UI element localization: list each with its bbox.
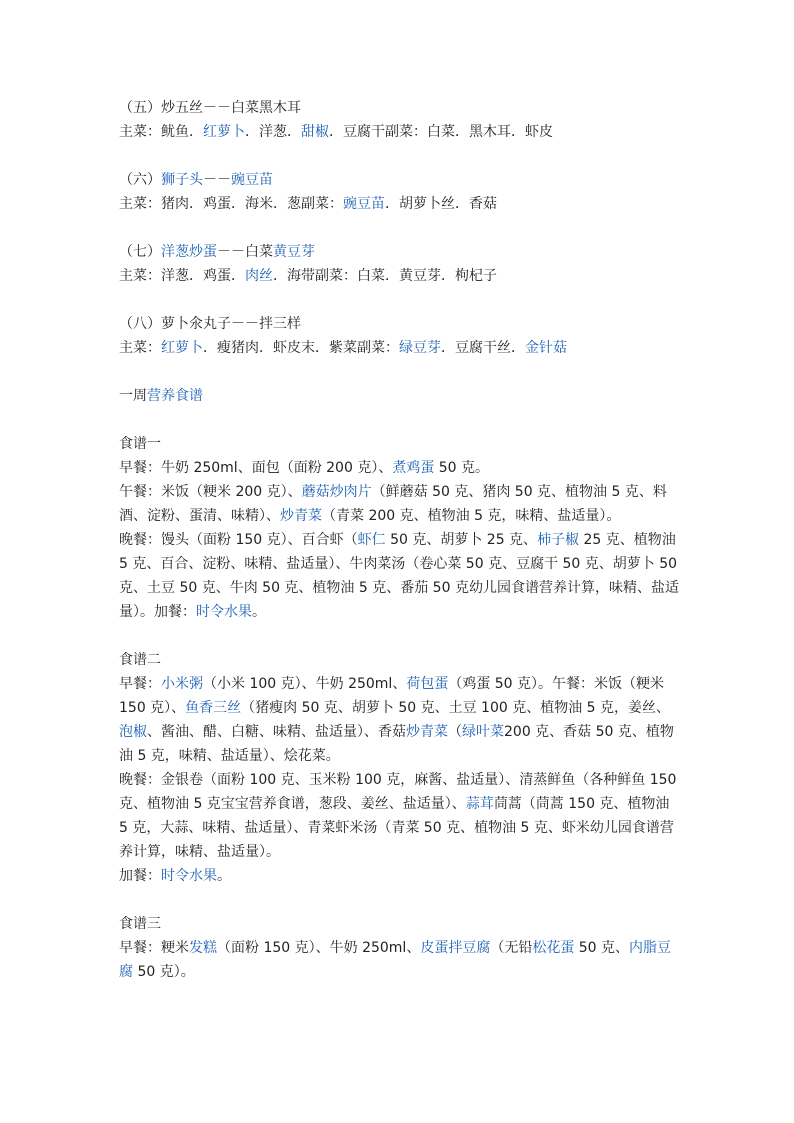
paragraph-line (119, 936, 679, 984)
paragraph (119, 168, 679, 216)
text-run: 主菜：鱿鱼． (119, 124, 203, 140)
text-run: （鲜蘑菇 50 克、猪肉 50 克、植物油 5 克、料酒、淀粉、蛋清、味精）、 (119, 484, 667, 524)
paragraph-heading (119, 432, 679, 456)
text-run: －－白菜 (217, 244, 273, 260)
keyword-link[interactable]: 时令水果 (196, 604, 252, 620)
keyword-link[interactable]: 豌豆苗 (343, 196, 385, 212)
text-run: －－ (203, 172, 231, 188)
paragraph-line (119, 672, 679, 768)
text-run: 早餐： (119, 676, 161, 692)
paragraph-line (119, 528, 679, 624)
paragraph-line (119, 264, 679, 288)
text-run: 50 克、胡萝卜 25 克、 (385, 532, 538, 548)
keyword-link[interactable]: 发糕 (189, 940, 217, 956)
text-run: （青菜 200 克、植物油 5 克，味精、盐适量）。 (322, 508, 621, 524)
text-run: 50 克、 (574, 940, 630, 956)
keyword-link[interactable]: 皮蛋拌豆腐 (420, 940, 491, 956)
text-run: 。 (217, 868, 231, 884)
text-run: （鸡蛋 50 克）。午餐：米饭（粳米 150 克）、 (119, 676, 665, 716)
text-run: 25 克、植物油 5 克、百合、淀粉、味精、盐适量）、牛肉菜汤（卷心菜 50 克、豆腐干 50 克、胡萝卜 50 克、土豆 50 克、牛肉 50 克、植物油 5 克、番茄 50 克幼儿园食谱营养计算，味精、盐适量）。加餐： (119, 532, 679, 620)
keyword-link[interactable]: 柿子椒 (537, 532, 580, 548)
keyword-link[interactable]: 泡椒 (119, 724, 147, 740)
paragraph-line (119, 120, 679, 144)
text-run: 主菜：猪肉．鸡蛋．海米．葱副菜： (119, 196, 343, 212)
paragraph (119, 384, 679, 408)
text-run: 晚餐：金银卷（面粉 100 克、玉米粉 100 克，麻酱、盐适量）、清蒸鲜鱼（各种鲜鱼 150 克、植物油 5 克宝宝营养食谱，葱段、姜丝、盐适量）、 (119, 772, 677, 812)
keyword-link[interactable]: 松花蛋 (532, 940, 575, 956)
text-run: 200 克、香菇 50 克、植物油 5 克，味精、盐适量）、烩花菜。 (119, 724, 674, 764)
text-run: （猪瘦肉 50 克、胡萝卜 50 克、土豆 100 克、植物油 5 克，姜丝、 (241, 700, 671, 716)
text-run: ．海带副菜：白菜．黄豆芽．枸杞子 (273, 268, 497, 284)
text-run: （五）炒五丝－－白菜黑木耳 (119, 100, 301, 116)
paragraph-line (119, 480, 679, 528)
text-run: 食谱三 (119, 916, 161, 932)
keyword-link[interactable]: 炒青菜 (406, 724, 448, 740)
text-run: 一周 (119, 388, 147, 404)
text-run: 50 克）。 (133, 964, 195, 980)
keyword-link[interactable]: 洋葱炒蛋 (161, 244, 217, 260)
document-body (119, 96, 679, 1008)
keyword-link[interactable]: 小米粥 (161, 676, 203, 692)
paragraph-heading (119, 384, 679, 408)
paragraph-line (119, 192, 679, 216)
paragraph-heading (119, 96, 679, 120)
keyword-link[interactable]: 黄豆芽 (273, 244, 315, 260)
text-run: 晚餐：馒头（面粉 150 克）、百合虾（ (119, 532, 358, 548)
keyword-link[interactable]: 荷包蛋 (406, 676, 449, 692)
keyword-link[interactable]: 蒜茸 (465, 796, 494, 812)
keyword-link[interactable]: 红萝卜 (203, 124, 245, 140)
text-run: ．胡萝卜丝．香菇 (385, 196, 497, 212)
paragraph (119, 240, 679, 288)
keyword-link[interactable]: 鱼香三丝 (185, 700, 242, 716)
keyword-link[interactable]: 绿豆芽 (399, 340, 441, 356)
paragraph (119, 648, 679, 888)
text-run: ．豆腐干副菜：白菜．黑木耳．虾皮 (329, 124, 553, 140)
keyword-link[interactable]: 肉丝 (245, 268, 273, 284)
keyword-link[interactable]: 内脂豆腐 (119, 940, 672, 980)
paragraph-line (119, 336, 679, 360)
text-run: ．瘦猪肉．虾皮末．紫菜副菜： (203, 340, 399, 356)
paragraph (119, 312, 679, 360)
paragraph-heading (119, 912, 679, 936)
paragraph-line (119, 864, 679, 888)
paragraph (119, 432, 679, 624)
paragraph-line (119, 768, 679, 864)
keyword-link[interactable]: 红萝卜 (161, 340, 203, 356)
text-run: 、酱油、醋、白糖、味精、盐适量）、香菇 (147, 724, 406, 740)
keyword-link[interactable]: 蘑菇炒肉片 (301, 484, 372, 500)
text-run: （面粉 150 克）、牛奶 250ml、 (217, 940, 421, 956)
paragraph-heading (119, 240, 679, 264)
keyword-link[interactable]: 炒青菜 (280, 508, 322, 524)
keyword-link[interactable]: 豌豆苗 (231, 172, 273, 188)
text-run: ．豆腐干丝． (441, 340, 525, 356)
keyword-link[interactable]: 狮子头 (161, 172, 203, 188)
keyword-link[interactable]: 时令水果 (161, 868, 217, 884)
text-run: （无铅 (490, 940, 533, 956)
text-run: ．洋葱． (245, 124, 301, 140)
keyword-link[interactable]: 绿叶菜 (462, 724, 504, 740)
text-run: 加餐： (119, 868, 161, 884)
keyword-link[interactable]: 营养食谱 (147, 388, 203, 404)
text-run: 食谱二 (119, 652, 161, 668)
text-run: 。 (252, 604, 266, 620)
text-run: 50 克。 (434, 460, 490, 476)
paragraph (119, 96, 679, 144)
text-run: 午餐：米饭（粳米 200 克）、 (119, 484, 302, 500)
text-run: 食谱一 (119, 436, 161, 452)
keyword-link[interactable]: 虾仁 (357, 532, 386, 548)
text-run: 早餐：粳米 (119, 940, 189, 956)
text-run: （六） (119, 172, 161, 188)
keyword-link[interactable]: 金针菇 (525, 340, 567, 356)
keyword-link[interactable]: 甜椒 (301, 124, 329, 140)
text-run: （七） (119, 244, 161, 260)
paragraph (119, 912, 679, 984)
text-run: 茼蒿（茼蒿 150 克、植物油 5 克，大蒜、味精、盐适量）、青菜虾米汤（青菜 50 克、植物油 5 克、虾米幼儿园食谱营养计算，味精、盐适量）。 (119, 796, 674, 860)
paragraph-line (119, 456, 679, 480)
text-run: （小米 100 克）、牛奶 250ml、 (203, 676, 407, 692)
text-run: （ (448, 724, 462, 740)
keyword-link[interactable]: 煮鸡蛋 (392, 460, 435, 476)
paragraph-heading (119, 648, 679, 672)
text-run: 主菜： (119, 340, 161, 356)
paragraph-heading (119, 168, 679, 192)
text-run: 主菜：洋葱．鸡蛋． (119, 268, 245, 284)
text-run: 早餐：牛奶 250ml、面包（面粉 200 克）、 (119, 460, 393, 476)
text-run: （八）萝卜氽丸子－－拌三样 (119, 316, 301, 332)
paragraph-heading (119, 312, 679, 336)
